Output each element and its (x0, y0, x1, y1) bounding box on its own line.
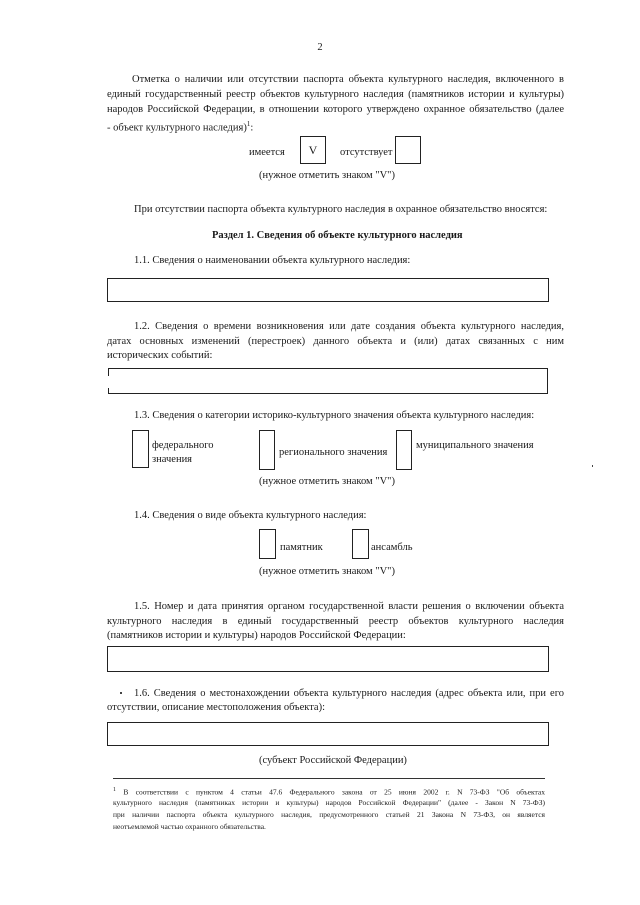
category-regional-label: регионального значения (279, 447, 388, 458)
item-1-2-line-3: исторических событий: (107, 350, 213, 361)
item-1-5-line-3: (памятников истории и культуры) народов Российской Федерации: (107, 630, 406, 641)
item-1-2-line-1: 1.2. Сведения о времени возникновения или дате создания объекта культурного наследия, (134, 321, 564, 332)
footnote-line-1-text: В соответствии с пунктом 4 статьи 47.6 Федерального закона от 25 июня 2002 г. N 73-ФЗ "Об объектах (123, 787, 545, 797)
footnote-line-4: неотъемлемой частью охранного обязательства. (113, 822, 266, 831)
item-1-5-field[interactable] (107, 646, 549, 672)
passport-note: (нужное отметить знаком "V") (259, 170, 395, 181)
category-federal-checkbox[interactable] (132, 430, 149, 468)
margin-dot (120, 692, 122, 694)
footnote-line-1 (113, 785, 545, 798)
item-1-1-field[interactable] (107, 278, 549, 302)
footnote-rule (113, 778, 545, 779)
category-municipal-checkbox[interactable] (396, 430, 412, 470)
intro-line-4 (107, 116, 253, 137)
item-1-6-caption: (субъект Российской Федерации) (259, 755, 407, 766)
category-municipal-label: муниципального значения (416, 440, 534, 451)
item-1-2-field-left-edge-bottom (108, 388, 109, 394)
category-federal-label-2: значения (152, 454, 193, 465)
page-number: 2 (317, 42, 323, 53)
kind-monument-checkbox[interactable] (259, 529, 276, 559)
intro-line-4-text: - объект культурного наследия) (107, 122, 247, 134)
footnote-mark: 1 (113, 787, 116, 793)
footnote-line-3: при наличии паспорта объекта культурного наследия, предусмотренного статьей 21 Закона N 73-ФЗ, он является (113, 810, 545, 819)
category-regional-checkbox[interactable] (259, 430, 275, 470)
category-federal-label-1: федерального (152, 440, 214, 451)
item-1-6-line-2: отсутствии, описание местоположения объекта): (107, 702, 326, 713)
kind-ensemble-label: ансамбль (371, 542, 413, 553)
scan-speck (592, 465, 593, 467)
section-1-heading: Раздел 1. Сведения об объекте культурного наследия (212, 230, 463, 241)
kind-ensemble-checkbox[interactable] (352, 529, 369, 559)
item-1-3-label: 1.3. Сведения о категории историко-культурного значения объекта культурного наследия: (134, 410, 535, 421)
intro-line-1: Отметка о наличии или отсутствии паспорта объекта культурного наследия, включенного в (132, 74, 564, 85)
footnote-line-2: культурного наследия (памятниках истории и культуры) народов Российской Федерации" (далее - Закон N 73-ФЗ) (113, 798, 545, 807)
absent-notice: При отсутствии паспорта объекта культурного наследия в охранное обязательство вносятся: (134, 204, 548, 215)
item-1-2-field[interactable] (108, 368, 548, 394)
passport-has-checkbox[interactable]: V (300, 136, 326, 164)
footnote-ref[interactable]: 1 (246, 120, 251, 128)
item-1-4-note: (нужное отметить знаком "V") (259, 566, 395, 577)
item-1-5-line-2: культурного наследия в единый государственный реестр объектов культурного наследия (107, 616, 564, 627)
intro-line-4-end: : (250, 122, 254, 134)
item-1-6-field[interactable] (107, 722, 549, 746)
passport-absent-checkbox[interactable] (395, 136, 421, 164)
passport-absent-label: отсутствует (340, 147, 393, 158)
passport-has-label: имеется (249, 147, 285, 158)
item-1-6-line-1: 1.6. Сведения о местонахождении объекта культурного наследия (адрес объекта или, при его (134, 688, 564, 699)
item-1-1-label: 1.1. Сведения о наименовании объекта культурного наследия: (134, 255, 411, 266)
intro-line-2: единый государственный реестр объектов культурного наследия (памятников истории и культуры) (107, 89, 564, 100)
item-1-2-line-2: датах основных изменений (перестроек) данного объекта и (или) датах связанных с ним (107, 336, 564, 347)
intro-line-3: народов Российской Федерации, в отношении которого утверждено охранное обязательство (далее (107, 104, 564, 115)
item-1-2-field-left-edge (108, 368, 109, 376)
item-1-3-note: (нужное отметить знаком "V") (259, 476, 395, 487)
item-1-5-line-1: 1.5. Номер и дата принятия органом государственной власти решения о включении объекта (134, 601, 564, 612)
kind-monument-label: памятник (280, 542, 323, 553)
item-1-4-label: 1.4. Сведения о виде объекта культурного наследия: (134, 510, 367, 521)
